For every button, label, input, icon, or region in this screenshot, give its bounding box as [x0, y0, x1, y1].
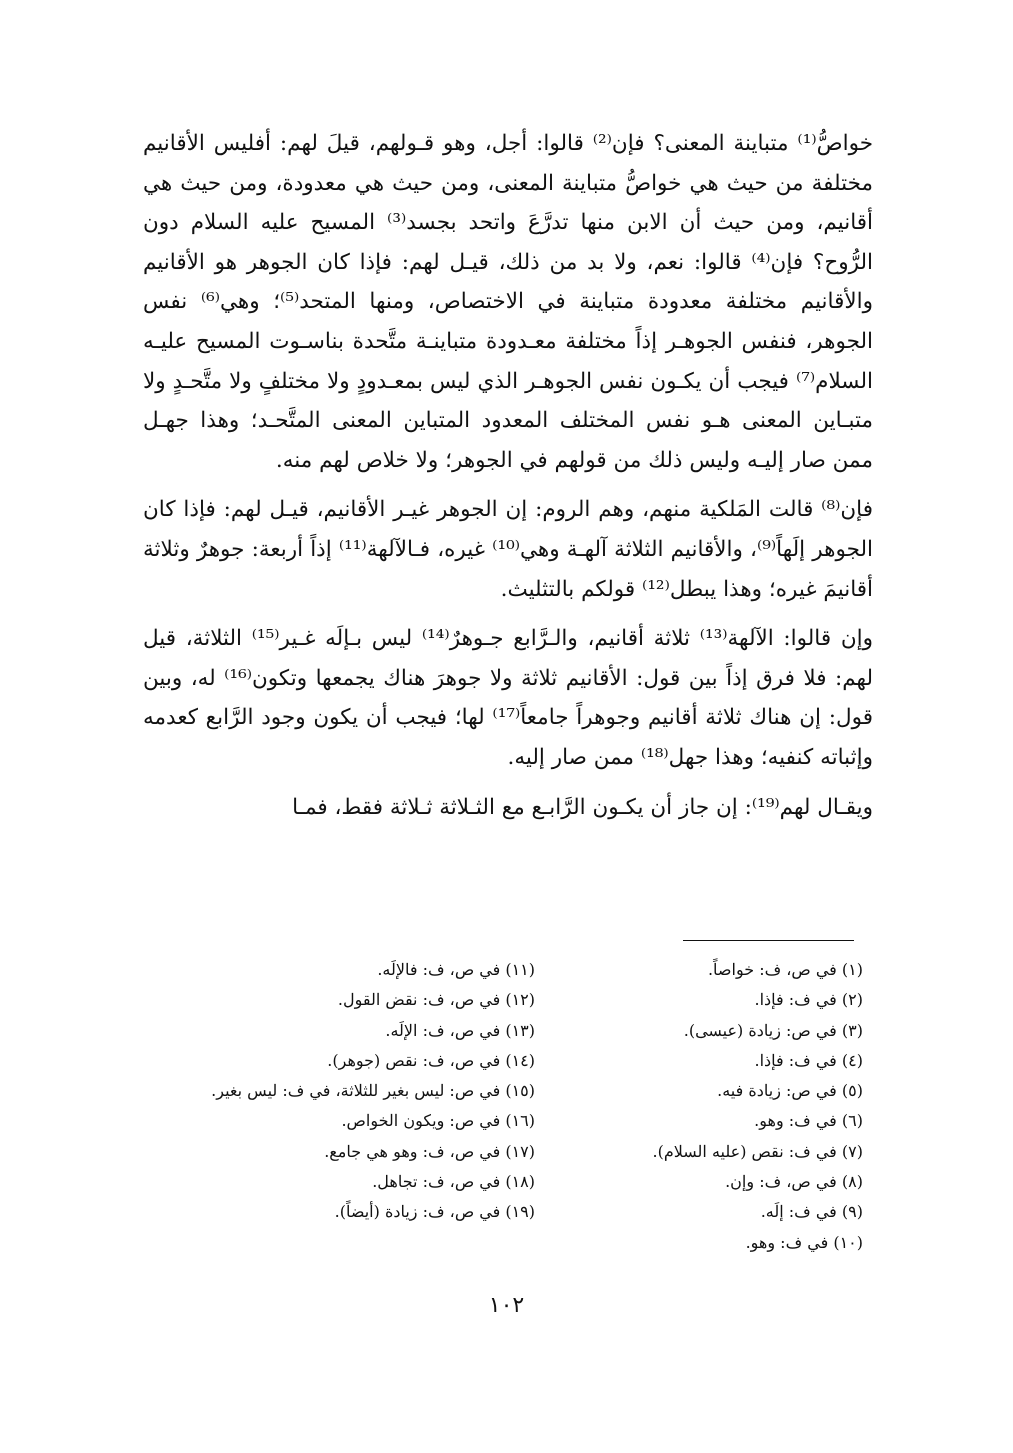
paragraph-4: ويقـال لهم⁽¹⁹⁾: إن جاز أن يكـون الرَّابـع مع الثـلاثة ثـلاثة فقط، فمـا — [292, 794, 873, 820]
footnotes-right-column — [603, 955, 863, 1258]
footnotes-left-column — [155, 955, 535, 1228]
footnote: (١٨) في ص، ف: تجاهل. — [372, 1172, 535, 1192]
footnote: (١٩) في ص، ف: زيادة (أيضاً). — [334, 1202, 535, 1222]
main-text — [143, 124, 873, 827]
footnote: (٨) في ص، ف: وإن. — [725, 1172, 863, 1192]
footnote: (١٦) في ص: ويكون الخواص. — [341, 1111, 535, 1131]
paragraph-2: فإن⁽⁸⁾ قالت المَلكية منهم، وهم الروم: إن الجوهر غيـر الأقانيم، قيـل لهم: فإذا كان الجوهر إلَهاً⁽⁹⁾، والأقانيم الثلاثة آلهـة وهي⁽¹⁰⁾ غيره، فـالآلهة⁽¹¹⁾ إذاً أربعة: جوهرٌ وثلاثة أقانيمَ غيره؛ وهذا يبطل⁽¹²⁾ قولكم بالتثليث. — [143, 497, 874, 602]
footnote: (١٧) في ص، ف: وهو هي جامع. — [324, 1141, 535, 1161]
footnote: (٢) في ف: فإذا. — [754, 990, 863, 1010]
footnote: (٣) في ص: زيادة (عيسى). — [683, 1020, 863, 1040]
footnote: (١٥) في ص: ليس بغير للثلاثة، في ف: ليس بغير. — [211, 1081, 535, 1101]
paragraph-3: وإن قالوا: الآلهة⁽¹³⁾ ثلاثة أقانيم، والـرَّابع جـوهرٌ⁽¹⁴⁾ ليس بـإلَه غـير⁽¹⁵⁾ الثلاثة، قيل لهم: فلا فرق إذاً بين قول: الأقانيم ثلاثة ولا جوهرَ هناك يجمعها وتكون⁽¹⁶⁾ له، وبين قول: إن هناك ثلاثة أقانيم وجوهراً جامعاً⁽¹⁷⁾ لها؛ فيجب أن يكون وجود الرَّابع كعدمه وإثباته كنفيه؛ وهذا جهل⁽¹⁸⁾ ممن صار إليه. — [143, 626, 874, 770]
footnote-divider — [683, 940, 854, 941]
footnote: (١٣) في ص، ف: الإلَه. — [385, 1020, 535, 1040]
footnote: (٤) في ف: فإذا. — [754, 1050, 863, 1070]
footnote: (١٠) في ف: وهو. — [745, 1232, 863, 1252]
footnote: (٩) في ف: إلَه. — [760, 1202, 863, 1222]
page-number: ١٠٢ — [488, 1293, 525, 1318]
footnote: (٦) في ف: وهو. — [754, 1111, 863, 1131]
paragraph-1: خواصُّ⁽¹⁾ متباينة المعنى؟ فإن⁽²⁾ قالوا: أجل، وهو قـولهم، قيلَ لهم: أفليس الأقانيم مختلفة من حيث هي خواصُّ متباينة المعنى، ومن حيث هي معدودة، ومن حيث هي أقانيم، ومن حيث أن الابن منها تدرَّعَ واتحد بجسد⁽³⁾ المسيح عليه السلام دون الرُّوح؟ فإن⁽⁴⁾ قالوا: نعم، ولا بد من ذلك، قيـل لهم: فإذا كان الجوهر هو الأقانيم والأقانيم مختلفة معدودة متباينة في الاختصاص، ومنها المتحد⁽⁵⁾؛ وهي⁽⁶⁾ نفس الجوهر، فنفس الجوهـر إذاً مختلفة معـدودة متباينـة متَّحدة بناسـوت المسيح عليـه السلام⁽⁷⁾ فيجب أن يكـون نفس الجوهـر الذي ليس بمعـدودٍ ولا مختلفٍ ولا متَّحـدٍ ولا متبـاين المعنى هـو نفس المختلف المعدود المتباين المعنى المتَّحـد؛ وهذا جهـل ممن صار إليـه وليس ذلك من قولهم في الجوهر؛ ولا خلاص لهم منه. — [143, 131, 874, 473]
footnote: (١٤) في ص، ف: نقص (جوهر). — [327, 1050, 535, 1070]
footnote: (٥) في ص: زيادة فيه. — [717, 1081, 863, 1101]
footnote: (١٢) في ص، ف: نقض القول. — [337, 990, 535, 1010]
footnote: (١١) في ص، ف: فالإلَه. — [377, 960, 535, 979]
footnote: (٧) في ف: نقص (عليه السلام). — [652, 1141, 863, 1161]
footnote: (١) في ص، ف: خواصاً. — [707, 960, 863, 979]
